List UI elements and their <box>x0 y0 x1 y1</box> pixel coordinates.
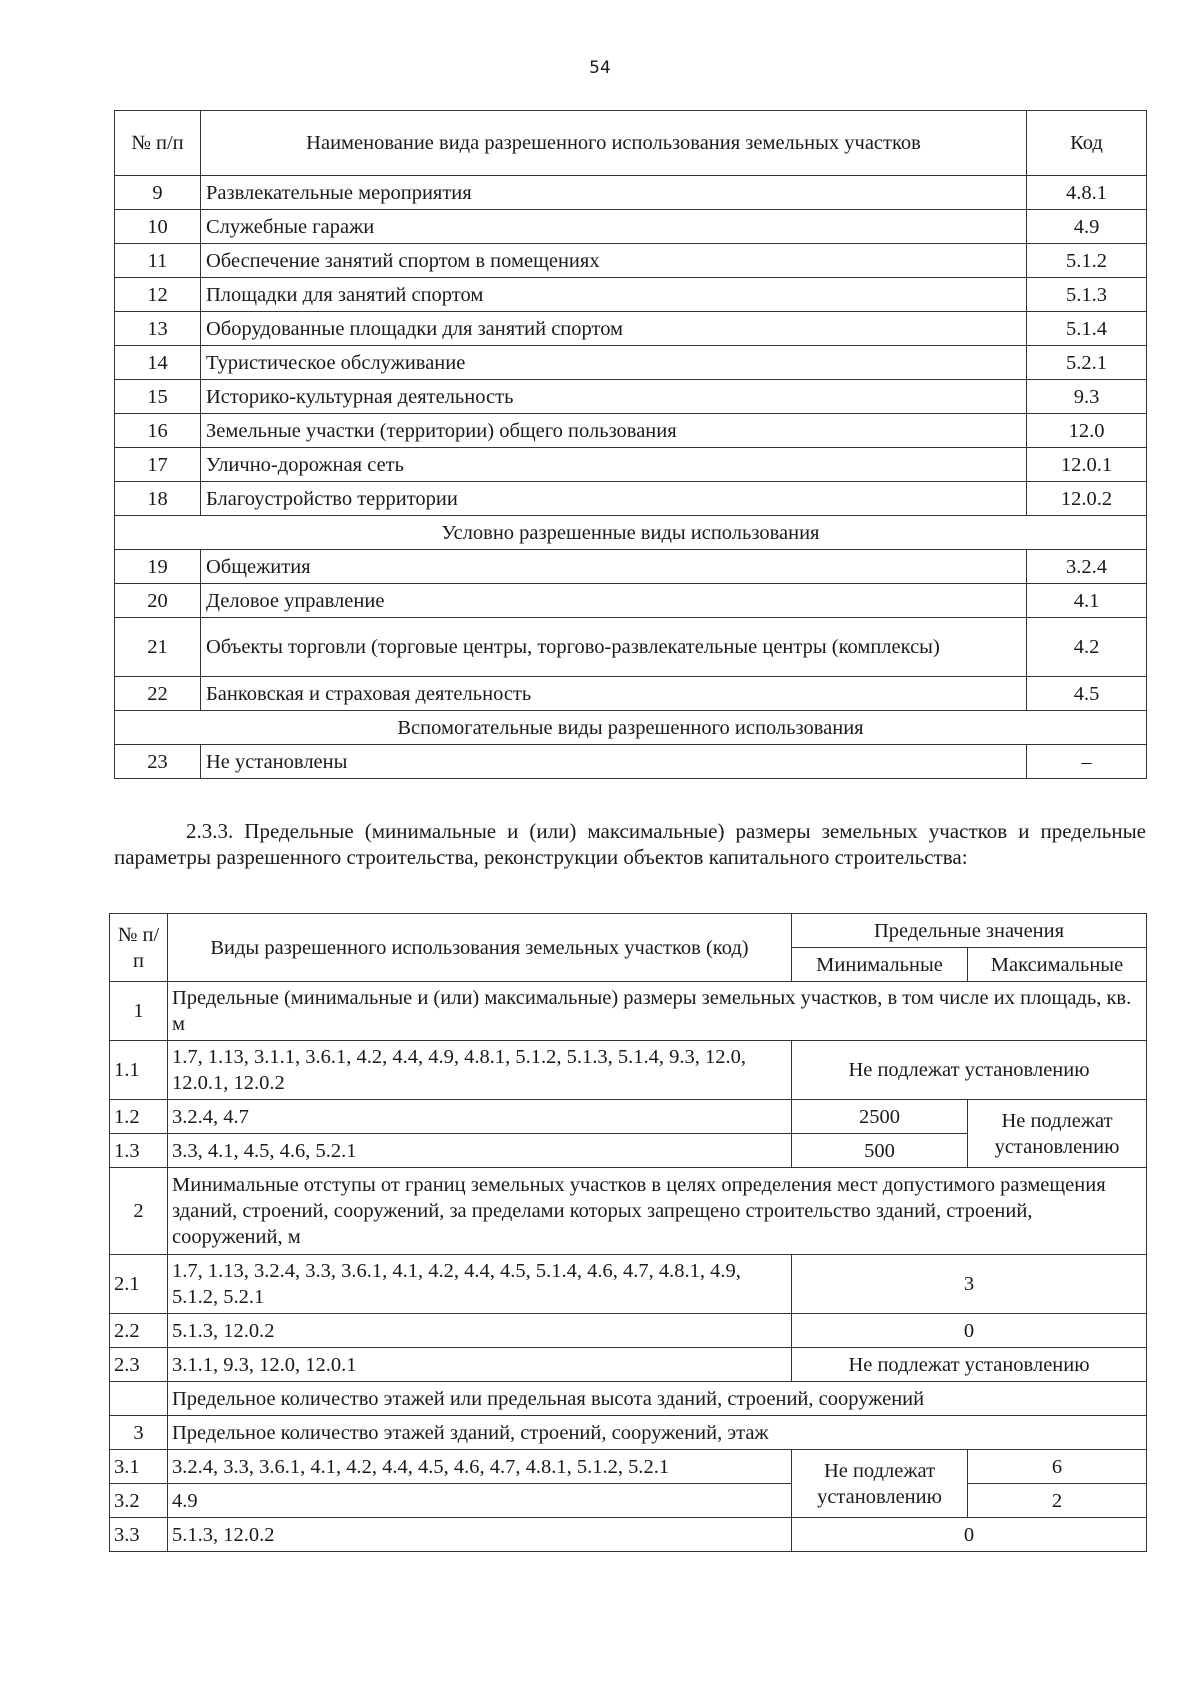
row-num: 21 <box>115 618 201 677</box>
table-row <box>115 448 1147 482</box>
header-num: № п/п <box>110 914 168 982</box>
row-min: 2500 <box>792 1100 968 1134</box>
group-text: Минимальные отступы от границ земельных участков в целях определения мест допустимого размещения зданий, строений, сооружений, за пределами которых запрещено строительство зданий, строений, сооружений, м <box>168 1168 1147 1255</box>
header-type: Виды разрешенного использования земельных участков (код) <box>168 914 792 982</box>
row-value: Не подлежат установлению <box>792 1041 1147 1100</box>
row-num: 19 <box>115 550 201 584</box>
section-auxiliary: Вспомогательные виды разрешенного использования <box>115 711 1147 745</box>
row-num: 2.1 <box>110 1255 168 1314</box>
row-num: 15 <box>115 380 201 414</box>
row-codes: 3.3, 4.1, 4.5, 4.6, 5.2.1 <box>168 1134 792 1168</box>
row-codes: 3.1.1, 9.3, 12.0, 12.0.1 <box>168 1348 792 1382</box>
table-row <box>115 176 1147 210</box>
row-value: 0 <box>792 1518 1147 1552</box>
row-codes: 3.2.4, 3.3, 3.6.1, 4.1, 4.2, 4.4, 4.5, 4.6, 4.7, 4.8.1, 5.1.2, 5.2.1 <box>168 1450 792 1484</box>
row-name: Улично-дорожная сеть <box>201 448 1027 482</box>
row-num: 17 <box>115 448 201 482</box>
row-num: 9 <box>115 176 201 210</box>
row-name: Банковская и страховая деятельность <box>201 677 1027 711</box>
row-min: 500 <box>792 1134 968 1168</box>
group-row <box>110 1168 1147 1255</box>
table-row <box>110 1450 1147 1484</box>
row-code: 5.2.1 <box>1027 346 1147 380</box>
section-row <box>115 711 1147 745</box>
row-code: 12.0.2 <box>1027 482 1147 516</box>
table-header-row <box>115 111 1147 176</box>
page-number: 54 <box>589 58 611 78</box>
header-code: Код <box>1027 111 1147 176</box>
row-name: Площадки для занятий спортом <box>201 278 1027 312</box>
group-text: Предельное количество этажей или предельная высота зданий, строений, сооружений <box>168 1382 1147 1416</box>
row-min: Не подлежат установлению <box>792 1450 968 1518</box>
section-conditional: Условно разрешенные виды использования <box>115 516 1147 550</box>
row-codes: 3.2.4, 4.7 <box>168 1100 792 1134</box>
row-max: 6 <box>968 1450 1147 1484</box>
row-name: Деловое управление <box>201 584 1027 618</box>
header-limits: Предельные значения <box>792 914 1147 948</box>
table-row <box>115 380 1147 414</box>
group-row <box>110 1382 1147 1416</box>
row-code: 9.3 <box>1027 380 1147 414</box>
row-code: – <box>1027 745 1147 779</box>
row-code: 12.0.1 <box>1027 448 1147 482</box>
row-name: Общежития <box>201 550 1027 584</box>
limit-parameters-table <box>109 913 1147 1552</box>
row-num: 11 <box>115 244 201 278</box>
row-code: 5.1.4 <box>1027 312 1147 346</box>
row-value: 0 <box>792 1314 1147 1348</box>
table-row <box>110 1518 1147 1552</box>
table-row <box>115 482 1147 516</box>
row-num: 1.1 <box>110 1041 168 1100</box>
table-row <box>115 550 1147 584</box>
table-header-row <box>110 914 1147 948</box>
row-num: 14 <box>115 346 201 380</box>
row-name: Служебные гаражи <box>201 210 1027 244</box>
row-code: 4.5 <box>1027 677 1147 711</box>
row-name: Оборудованные площадки для занятий спортом <box>201 312 1027 346</box>
group-text: Предельные (минимальные и (или) максимальные) размеры земельных участков, в том числе их площадь, кв. м <box>168 982 1147 1041</box>
row-max: Не подлежат установлению <box>968 1100 1147 1168</box>
row-num: 16 <box>115 414 201 448</box>
table-row <box>110 1041 1147 1100</box>
row-code: 4.9 <box>1027 210 1147 244</box>
row-num: 12 <box>115 278 201 312</box>
row-num: 3.1 <box>110 1450 168 1484</box>
row-code: 4.8.1 <box>1027 176 1147 210</box>
table-row <box>115 414 1147 448</box>
row-num: 1 <box>110 982 168 1041</box>
row-code: 12.0 <box>1027 414 1147 448</box>
table-row <box>110 1314 1147 1348</box>
table-row <box>115 312 1147 346</box>
row-name: Историко-культурная деятельность <box>201 380 1027 414</box>
row-code: 3.2.4 <box>1027 550 1147 584</box>
row-num: 2 <box>110 1168 168 1255</box>
row-codes: 5.1.3, 12.0.2 <box>168 1314 792 1348</box>
row-num: 23 <box>115 745 201 779</box>
header-min: Минимальные <box>792 948 968 982</box>
header-max: Максимальные <box>968 948 1147 982</box>
row-num: 2.2 <box>110 1314 168 1348</box>
table-row <box>110 1348 1147 1382</box>
group-text: Предельное количество этажей зданий, строений, сооружений, этаж <box>168 1416 1147 1450</box>
table-row <box>115 618 1147 677</box>
row-num: 10 <box>115 210 201 244</box>
table-row <box>110 1100 1147 1134</box>
table-row <box>115 677 1147 711</box>
table-row <box>115 278 1147 312</box>
row-name: Не установлены <box>201 745 1027 779</box>
row-name: Земельные участки (территории) общего пользования <box>201 414 1027 448</box>
row-code: 5.1.2 <box>1027 244 1147 278</box>
row-num: 1.3 <box>110 1134 168 1168</box>
row-max: 2 <box>968 1484 1147 1518</box>
section-paragraph <box>114 818 1146 870</box>
row-num: 22 <box>115 677 201 711</box>
table-row <box>115 210 1147 244</box>
row-name: Благоустройство территории <box>201 482 1027 516</box>
table-row <box>115 244 1147 278</box>
row-num: 1.2 <box>110 1100 168 1134</box>
land-use-types-table <box>114 110 1147 779</box>
row-num: 3 <box>110 1416 168 1450</box>
row-codes: 1.7, 1.13, 3.2.4, 3.3, 3.6.1, 4.1, 4.2, 4.4, 4.5, 5.1.4, 4.6, 4.7, 4.8.1, 4.9, 5.1.2, 5.2.1 <box>168 1255 792 1314</box>
row-codes: 1.7, 1.13, 3.1.1, 3.6.1, 4.2, 4.4, 4.9, 4.8.1, 5.1.2, 5.1.3, 5.1.4, 9.3, 12.0, 12.0.1, 12.0.2 <box>168 1041 792 1100</box>
header-num: № п/п <box>115 111 201 176</box>
row-num: 13 <box>115 312 201 346</box>
row-num <box>110 1382 168 1416</box>
row-value: 3 <box>792 1255 1147 1314</box>
section-row <box>115 516 1147 550</box>
group-row <box>110 982 1147 1041</box>
row-num: 3.2 <box>110 1484 168 1518</box>
table-row <box>115 745 1147 779</box>
row-num: 2.3 <box>110 1348 168 1382</box>
row-name: Обеспечение занятий спортом в помещениях <box>201 244 1027 278</box>
row-num: 20 <box>115 584 201 618</box>
row-code: 5.1.3 <box>1027 278 1147 312</box>
row-name: Объекты торговли (торговые центры, торгово-развлекательные центры (комплексы) <box>201 618 1027 677</box>
table-row <box>110 1484 1147 1518</box>
table-row <box>115 346 1147 380</box>
row-codes: 5.1.3, 12.0.2 <box>168 1518 792 1552</box>
row-num: 3.3 <box>110 1518 168 1552</box>
row-name: Развлекательные мероприятия <box>201 176 1027 210</box>
table-row <box>110 1255 1147 1314</box>
row-code: 4.1 <box>1027 584 1147 618</box>
table-row <box>115 584 1147 618</box>
row-codes: 4.9 <box>168 1484 792 1518</box>
row-value: Не подлежат установлению <box>792 1348 1147 1382</box>
paragraph-text: 2.3.3. Предельные (минимальные и (или) максимальные) размеры земельных участков и предельные параметры разрешенного строительства, реконструкции объектов капитального строительства: <box>114 819 1146 869</box>
row-num: 18 <box>115 482 201 516</box>
row-name: Туристическое обслуживание <box>201 346 1027 380</box>
header-name: Наименование вида разрешенного использования земельных участков <box>201 111 1027 176</box>
row-code: 4.2 <box>1027 618 1147 677</box>
group-row <box>110 1416 1147 1450</box>
